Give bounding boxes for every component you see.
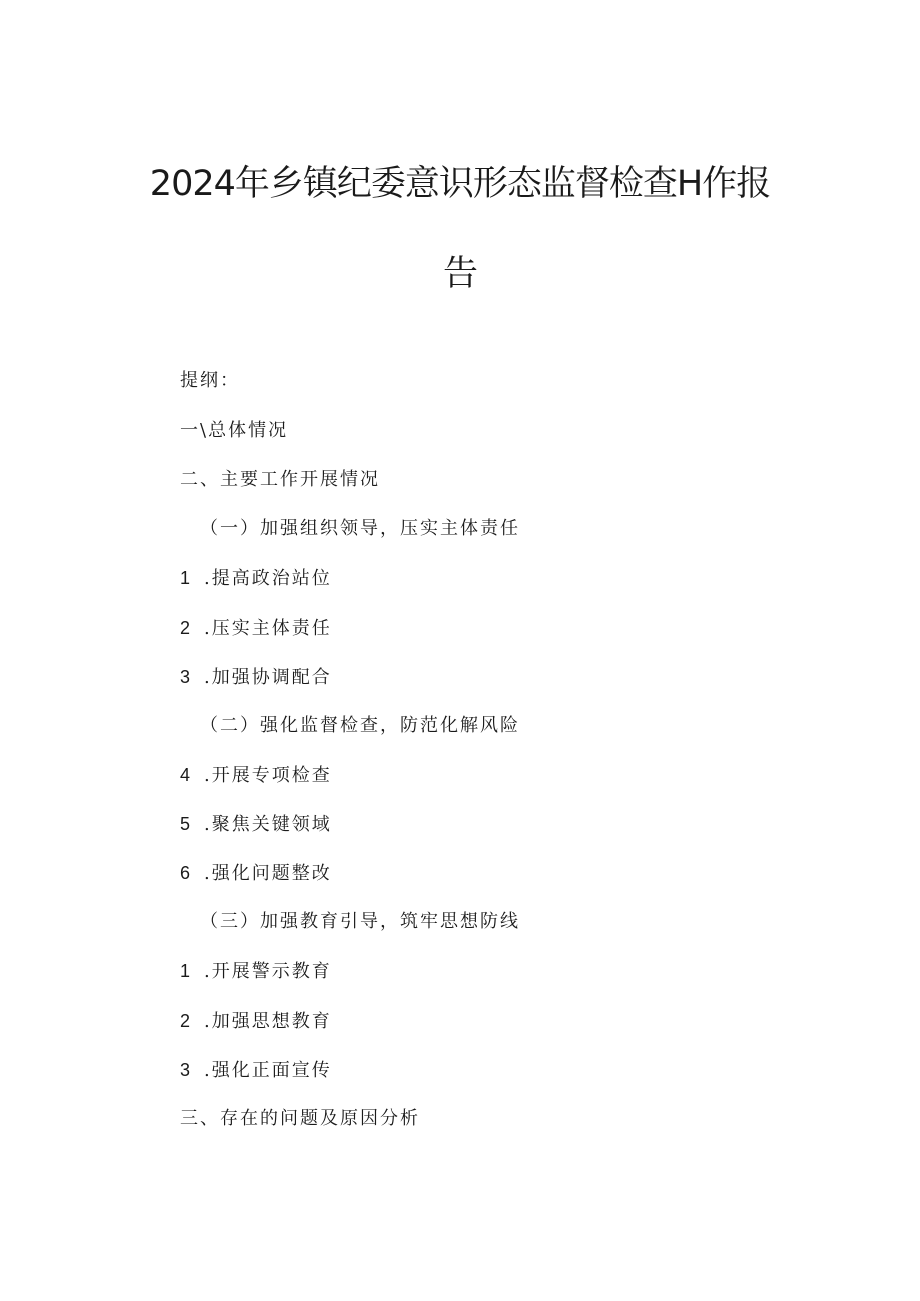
outline-item-point: 2 .加强思想教育 xyxy=(180,1011,332,1032)
outline-item-point: 4 .开展专项检查 xyxy=(180,765,332,786)
outline-item-section-2: 二、主要工作开展情况 xyxy=(180,469,380,490)
outline-item-section-1: 一\总体情况 xyxy=(180,420,289,441)
outline-item-subsection-2: （二）强化监督检查，防范化解风险 xyxy=(200,715,520,736)
document-title-line-2: 告 xyxy=(442,254,477,294)
outline-item-point: 5 .聚焦关键领域 xyxy=(180,814,332,835)
outline-heading: 提纲： xyxy=(180,370,240,391)
outline-item-point: 3 .加强协调配合 xyxy=(180,667,332,688)
outline-item-point: 6 .强化问题整改 xyxy=(180,863,332,884)
outline-item-point: 2 .压实主体责任 xyxy=(180,618,332,639)
outline-item-point: 3 .强化正面宣传 xyxy=(180,1060,332,1081)
outline-item-point: 1 .提高政治站位 xyxy=(180,568,332,589)
document-title-line-1: 2024年乡镇纪委意识形态监督检查H作报 xyxy=(149,164,771,204)
outline-item-section-3: 三、存在的问题及原因分析 xyxy=(180,1108,420,1129)
outline-item-subsection-1: （一）加强组织领导，压实主体责任 xyxy=(200,518,520,539)
outline-item-subsection-3: （三）加强教育引导，筑牢思想防线 xyxy=(200,911,520,932)
outline-item-point: 1 .开展警示教育 xyxy=(180,961,332,982)
